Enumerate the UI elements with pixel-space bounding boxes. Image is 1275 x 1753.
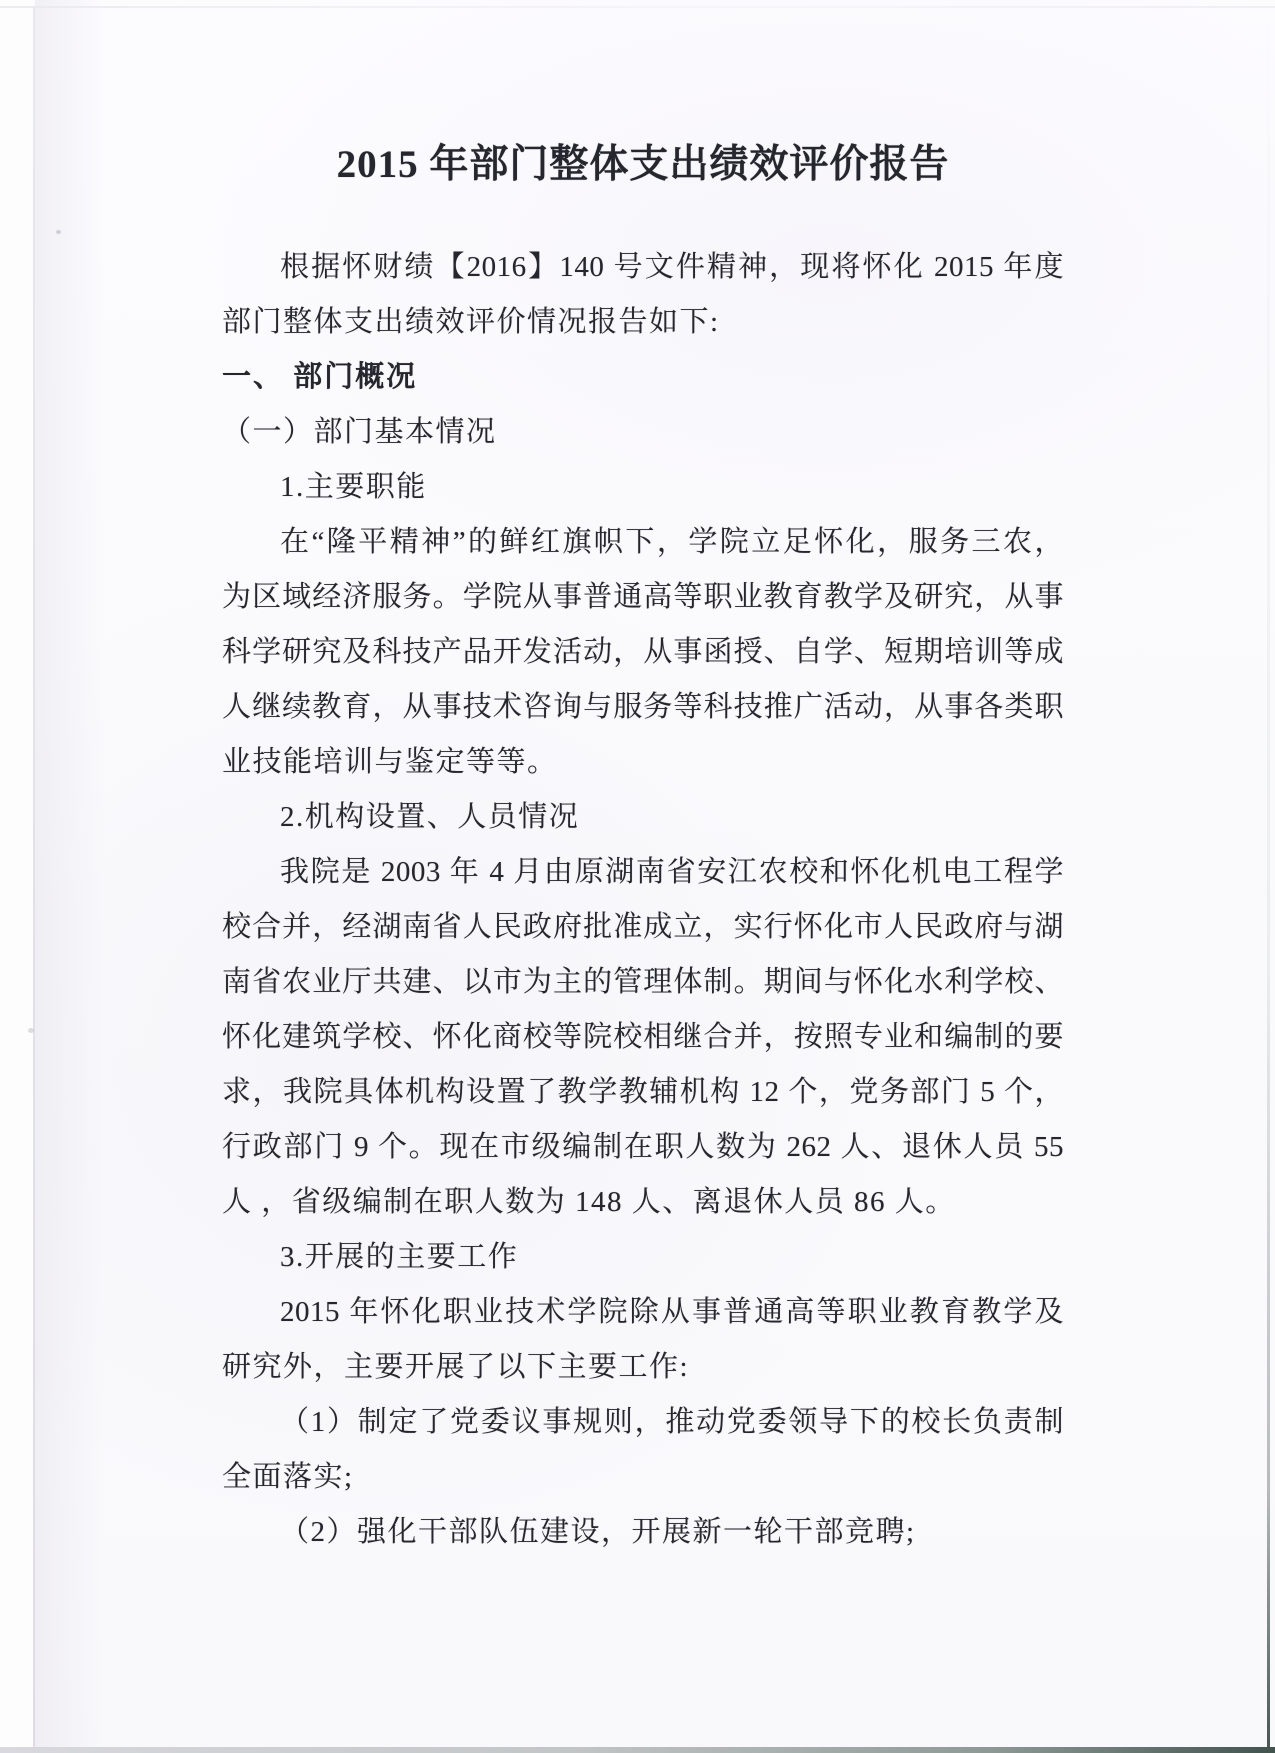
text-line: 怀化建筑学校、怀化商校等院校相继合并，按照专业和编制的要 (222, 1021, 1064, 1053)
paper-right-edge-line (1267, 0, 1270, 1753)
text-line: 人 ，省级编制在职人数为 148 人、离退休人员 86 人。 (222, 1186, 956, 1218)
text-line: 1.主要职能 (280, 471, 427, 503)
text-line: 2.机构设置、人员情况 (280, 801, 580, 833)
scan-speck (28, 1028, 34, 1033)
text-line: 2015 年怀化职业技术学院除从事普通高等职业教育教学及 (280, 1296, 1064, 1328)
text-line: （1）制定了党委议事规则，推动党委领导下的校长负责制 (280, 1406, 1064, 1438)
text-line: 3.开展的主要工作 (280, 1241, 519, 1273)
text-line: 业技能培训与鉴定等等。 (222, 746, 558, 778)
scanner-bed-strip (0, 0, 33, 1753)
text-line: 我院是 2003 年 4 月由原湖南省安江农校和怀化机电工程学 (280, 856, 1064, 888)
scan-bottom-edge (0, 1747, 1275, 1753)
paper-left-edge-shadow (35, 0, 105, 1753)
text-line: 人继续教育，从事技术咨询与服务等科技推广活动，从事各类职 (222, 691, 1064, 723)
text-line: （2）强化干部队伍建设，开展新一轮干部竞聘; (280, 1516, 916, 1548)
text-line: 一、 部门概况 (222, 361, 418, 393)
text-line: （一）部门基本情况 (222, 416, 497, 448)
text-line: 全面落实; (222, 1461, 354, 1493)
text-line: 根据怀财绩【2016】140 号文件精神，现将怀化 2015 年度 (280, 251, 1064, 283)
scan-speck (56, 230, 61, 234)
text-line: 求，我院具体机构设置了教学教辅机构 12 个，党务部门 5 个， (222, 1076, 1064, 1108)
text-line: 研究外，主要开展了以下主要工作: (222, 1351, 690, 1383)
document-title: 2015 年部门整体支出绩效评价报告 (336, 143, 950, 186)
document-text-block (222, 130, 1064, 1560)
text-line: 为区域经济服务。学院从事普通高等职业教育教学及研究，从事 (222, 581, 1064, 613)
text-line: 南省农业厅共建、以市为主的管理体制。期间与怀化水利学校、 (222, 966, 1064, 998)
text-line: 校合并，经湖南省人民政府批准成立，实行怀化市人民政府与湖 (222, 911, 1064, 943)
document-body (222, 240, 1064, 1560)
paper-top-edge-shadow (0, 6, 1275, 8)
text-line: 行政部门 9 个。现在市级编制在职人数为 262 人、退休人员 55 (222, 1131, 1064, 1163)
text-line: 科学研究及科技产品开发活动，从事函授、自学、短期培训等成 (222, 636, 1064, 668)
text-line: 部门整体支出绩效评价情况报告如下: (222, 306, 720, 338)
text-line: 在“隆平精神”的鲜红旗帜下，学院立足怀化，服务三农， (280, 526, 1064, 558)
